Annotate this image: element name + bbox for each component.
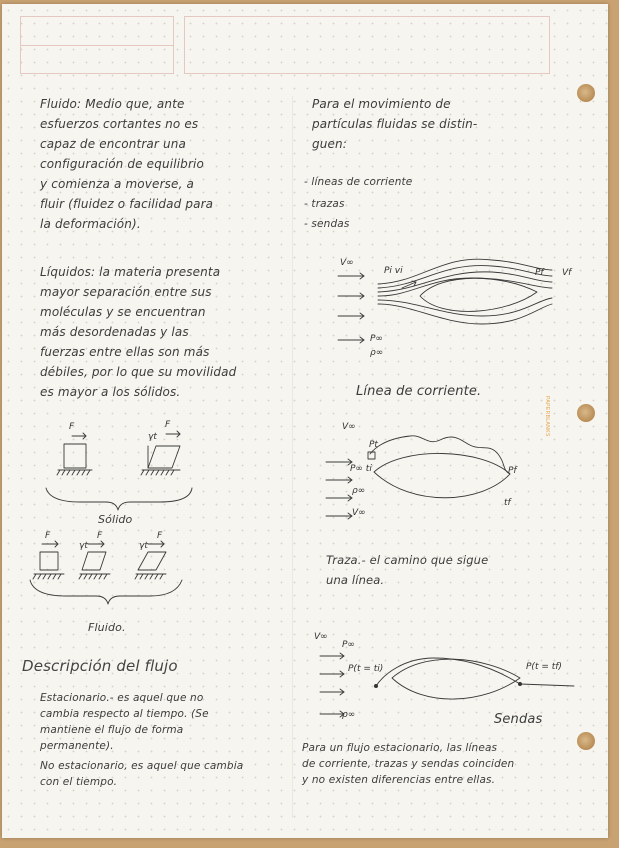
binder-hole-middle	[577, 404, 595, 422]
list-item-lineas: - líneas de corriente	[304, 176, 413, 188]
strain-label-3: γt	[139, 541, 148, 551]
list-item-sendas: - sendas	[304, 218, 350, 230]
force-label-3: F	[45, 531, 51, 541]
fig1-vf: Vf	[562, 268, 572, 278]
header-box-right	[184, 16, 550, 74]
particulas-intro: Para el movimiento de partículas fluidas se distin- guen:	[312, 97, 478, 151]
fig1-v-inf: V∞	[340, 258, 354, 268]
fig3-p-start: P(t = ti)	[348, 664, 384, 674]
fig2-p-inf-ti: P∞ ti	[350, 464, 372, 474]
fig2-caption: Traza.- el camino que sigue una línea.	[326, 553, 489, 587]
fig1-pf: Pf	[535, 268, 544, 278]
fig1-caption: Línea de corriente.	[356, 384, 482, 399]
fig3-p-inf: P∞	[342, 640, 355, 650]
fig1-p-inf: P∞	[370, 334, 383, 344]
binder-hole-top	[577, 84, 595, 102]
streamline-figure	[332, 254, 562, 364]
no-estacionario-definition: No estacionario, es aquel que cambia con el tiempo.	[40, 760, 244, 788]
fig3-p-end: P(t = tf)	[526, 662, 562, 672]
fig2-tf: tf	[504, 498, 511, 508]
force-label-4: F	[97, 531, 103, 541]
fig1-rho-inf: ρ∞	[370, 348, 384, 358]
force-label-2: F	[165, 420, 171, 430]
fig2-v-inf-top: V∞	[342, 422, 356, 432]
brand-mark: PAPERBLANKS	[544, 396, 550, 437]
fig1-pi-vi: Pi vi	[384, 266, 403, 276]
estacionario-definition: Estacionario.- es aquel que no cambia respecto al tiempo. (Se mantiene el flujo de forma permanente).	[40, 692, 209, 752]
fig2-v-inf-bottom: V∞	[352, 508, 366, 518]
strain-label-1: γt	[148, 432, 157, 442]
force-label-5: F	[157, 531, 163, 541]
page-gutter	[292, 96, 293, 818]
fig3-caption: Sendas	[494, 712, 543, 727]
fluido-definition: Fluido: Medio que, ante esfuerzos cortantes no es capaz de encontrar una configuración de equilibrio y comienza a moverse, a fluir (fluidez o facilidad para la deformación).	[40, 97, 214, 231]
header-box-left	[20, 16, 174, 74]
list-item-trazas: - trazas	[304, 198, 345, 210]
fig2-pf: Pf	[508, 466, 517, 476]
fig2-rho-inf: ρ∞	[352, 486, 366, 496]
solido-caption: Sólido	[98, 513, 133, 526]
fig3-v-inf: V∞	[314, 632, 328, 642]
force-label-1: F	[69, 422, 75, 432]
fig3-rho-inf: ρ∞	[342, 710, 356, 720]
fluido-caption: Fluido.	[88, 621, 126, 634]
fig2-pt: Pt	[369, 440, 378, 450]
descripcion-flujo-title: Descripción del flujo	[22, 657, 178, 675]
binder-hole-bottom	[577, 732, 595, 750]
conclusion-text: Para un flujo estacionario, las líneas de corriente, trazas y sendas coinciden y no existen diferencias entre ellas.	[302, 742, 515, 786]
notebook-page	[2, 4, 608, 838]
strain-label-2: γt	[79, 541, 88, 551]
liquidos-definition: Líquidos: la materia presenta mayor separación entre sus moléculas y se encuentran más desordenadas y las fuerzas entre ellas son más débiles, por lo que su movilidad es mayor a los sólidos.	[40, 265, 237, 399]
